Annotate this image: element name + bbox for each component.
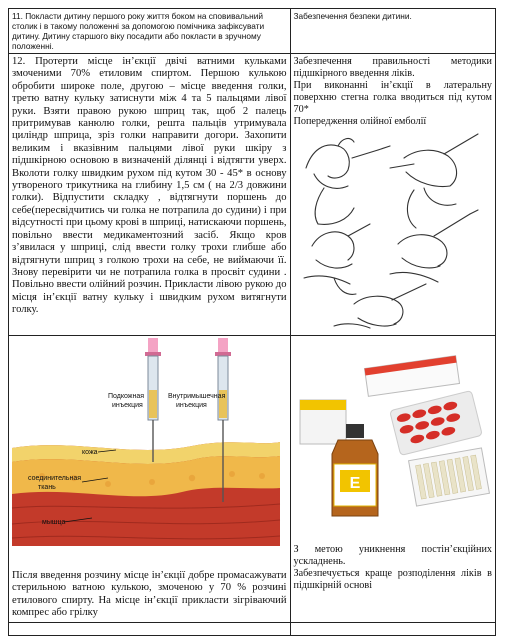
aftercare-reason-1: З метою уникнення постін’єкційних ускладнень. [293, 544, 492, 567]
im-label-1: Внутримышечная [168, 393, 226, 400]
reason-line-1: Забезпечення правильності методики підшкірного введення ліків. [293, 56, 492, 79]
step-11-reason: Забезпечення безпеки дитини. [290, 9, 496, 54]
vitamin-e-products-photo [294, 338, 488, 528]
aftercare-reason-2: Забезпечується краще розподілення ліків в підшкірній основі [293, 568, 492, 591]
vial-letter: Е [349, 475, 360, 492]
table-row-11 [9, 9, 496, 54]
step-11-text: 11. Покласти дитину першого року життя боком на сповивальний столик і в такому положенні за допомогою помічника зафіксувати дитину. Дитину старшого віку посадити або покласти в зручному положенні. [9, 9, 291, 54]
step-12-reason [290, 54, 496, 336]
step-12-paragraph: 12. Протерти місце ін’єкції двічі ватними кульками змоченими 70% етиловим спиртом. Першою кулькою обробити широке поле, другою – місце введення голки, третю ватну кульку затиснути між 4 та 5 пальцями лівої руки. Взяти правою рукою шприц так, щоб 2 палець притримував канюлю голки, решта пальців утримувала циліндр шприца, зріз голки направити догори. Захопити великим і вказівним пальцями лівої руки шкіру з підшкірною основою в визначеній ділянці і відтягти уверх. Вколоти голку швидким рухом під кутом 30 - 45* в основу утвореного трикутника на глибину 1,5 см ( на 2/3 довжини голки). Відпустити складку , відтягнути поршень до себе(пересвідчитись чи голка не потрапила до судини) і при відсутності при цьому крові в шприці, натискаючи поршень, повільно ввести медикаментозний засіб. Якщо кров з’явилася у шприці, слід ввести голку трохи глибше або відтягнути шприц з голкою трохи на себе, не виймаючи її. Знову перевірити чи не потрапила голка в просвіт судини . Повільно ввести олійний розчин. Прикласти лівою рукою до місця ін’єкції ватну кульку і швидким рухом витягнути голку. [12, 56, 287, 316]
skin-label: кожа [82, 449, 98, 456]
connective-label-1: соединительная [28, 475, 82, 482]
table-row-cut [9, 622, 496, 635]
muscle-label: мышца [42, 519, 66, 526]
document-page [8, 8, 496, 619]
procedure-table [8, 8, 496, 636]
table-row-12 [9, 54, 496, 336]
table-row-13 [9, 336, 496, 623]
aftercare-reason-cell [290, 336, 496, 623]
subq-label-1: Подкожная [108, 393, 145, 400]
aftercare-paragraph: Після введення розчину місце ін’єкції добре промасажувати стерильною ватною кулькою, змоченою у 70 % розчині етилового спирту. На місце ін’єкції прикласти зігріваючий компрес або грілку [12, 570, 287, 619]
figure-and-aftercare-cell [9, 336, 291, 623]
subq-label-2: инъекция [112, 402, 143, 409]
im-label-2: инъекция [176, 402, 207, 409]
reason-line-3: Попередження олійної емболії [293, 116, 427, 127]
injection-hands-sketch [294, 128, 488, 333]
connective-label-2: ткань [38, 484, 56, 491]
reason-line-2: При виконанні ін’єкції в латеральну поверхню стегна голка вводиться під кутом 70* [293, 80, 492, 115]
injection-layers-diagram [12, 338, 280, 546]
step-12-text [9, 54, 291, 336]
